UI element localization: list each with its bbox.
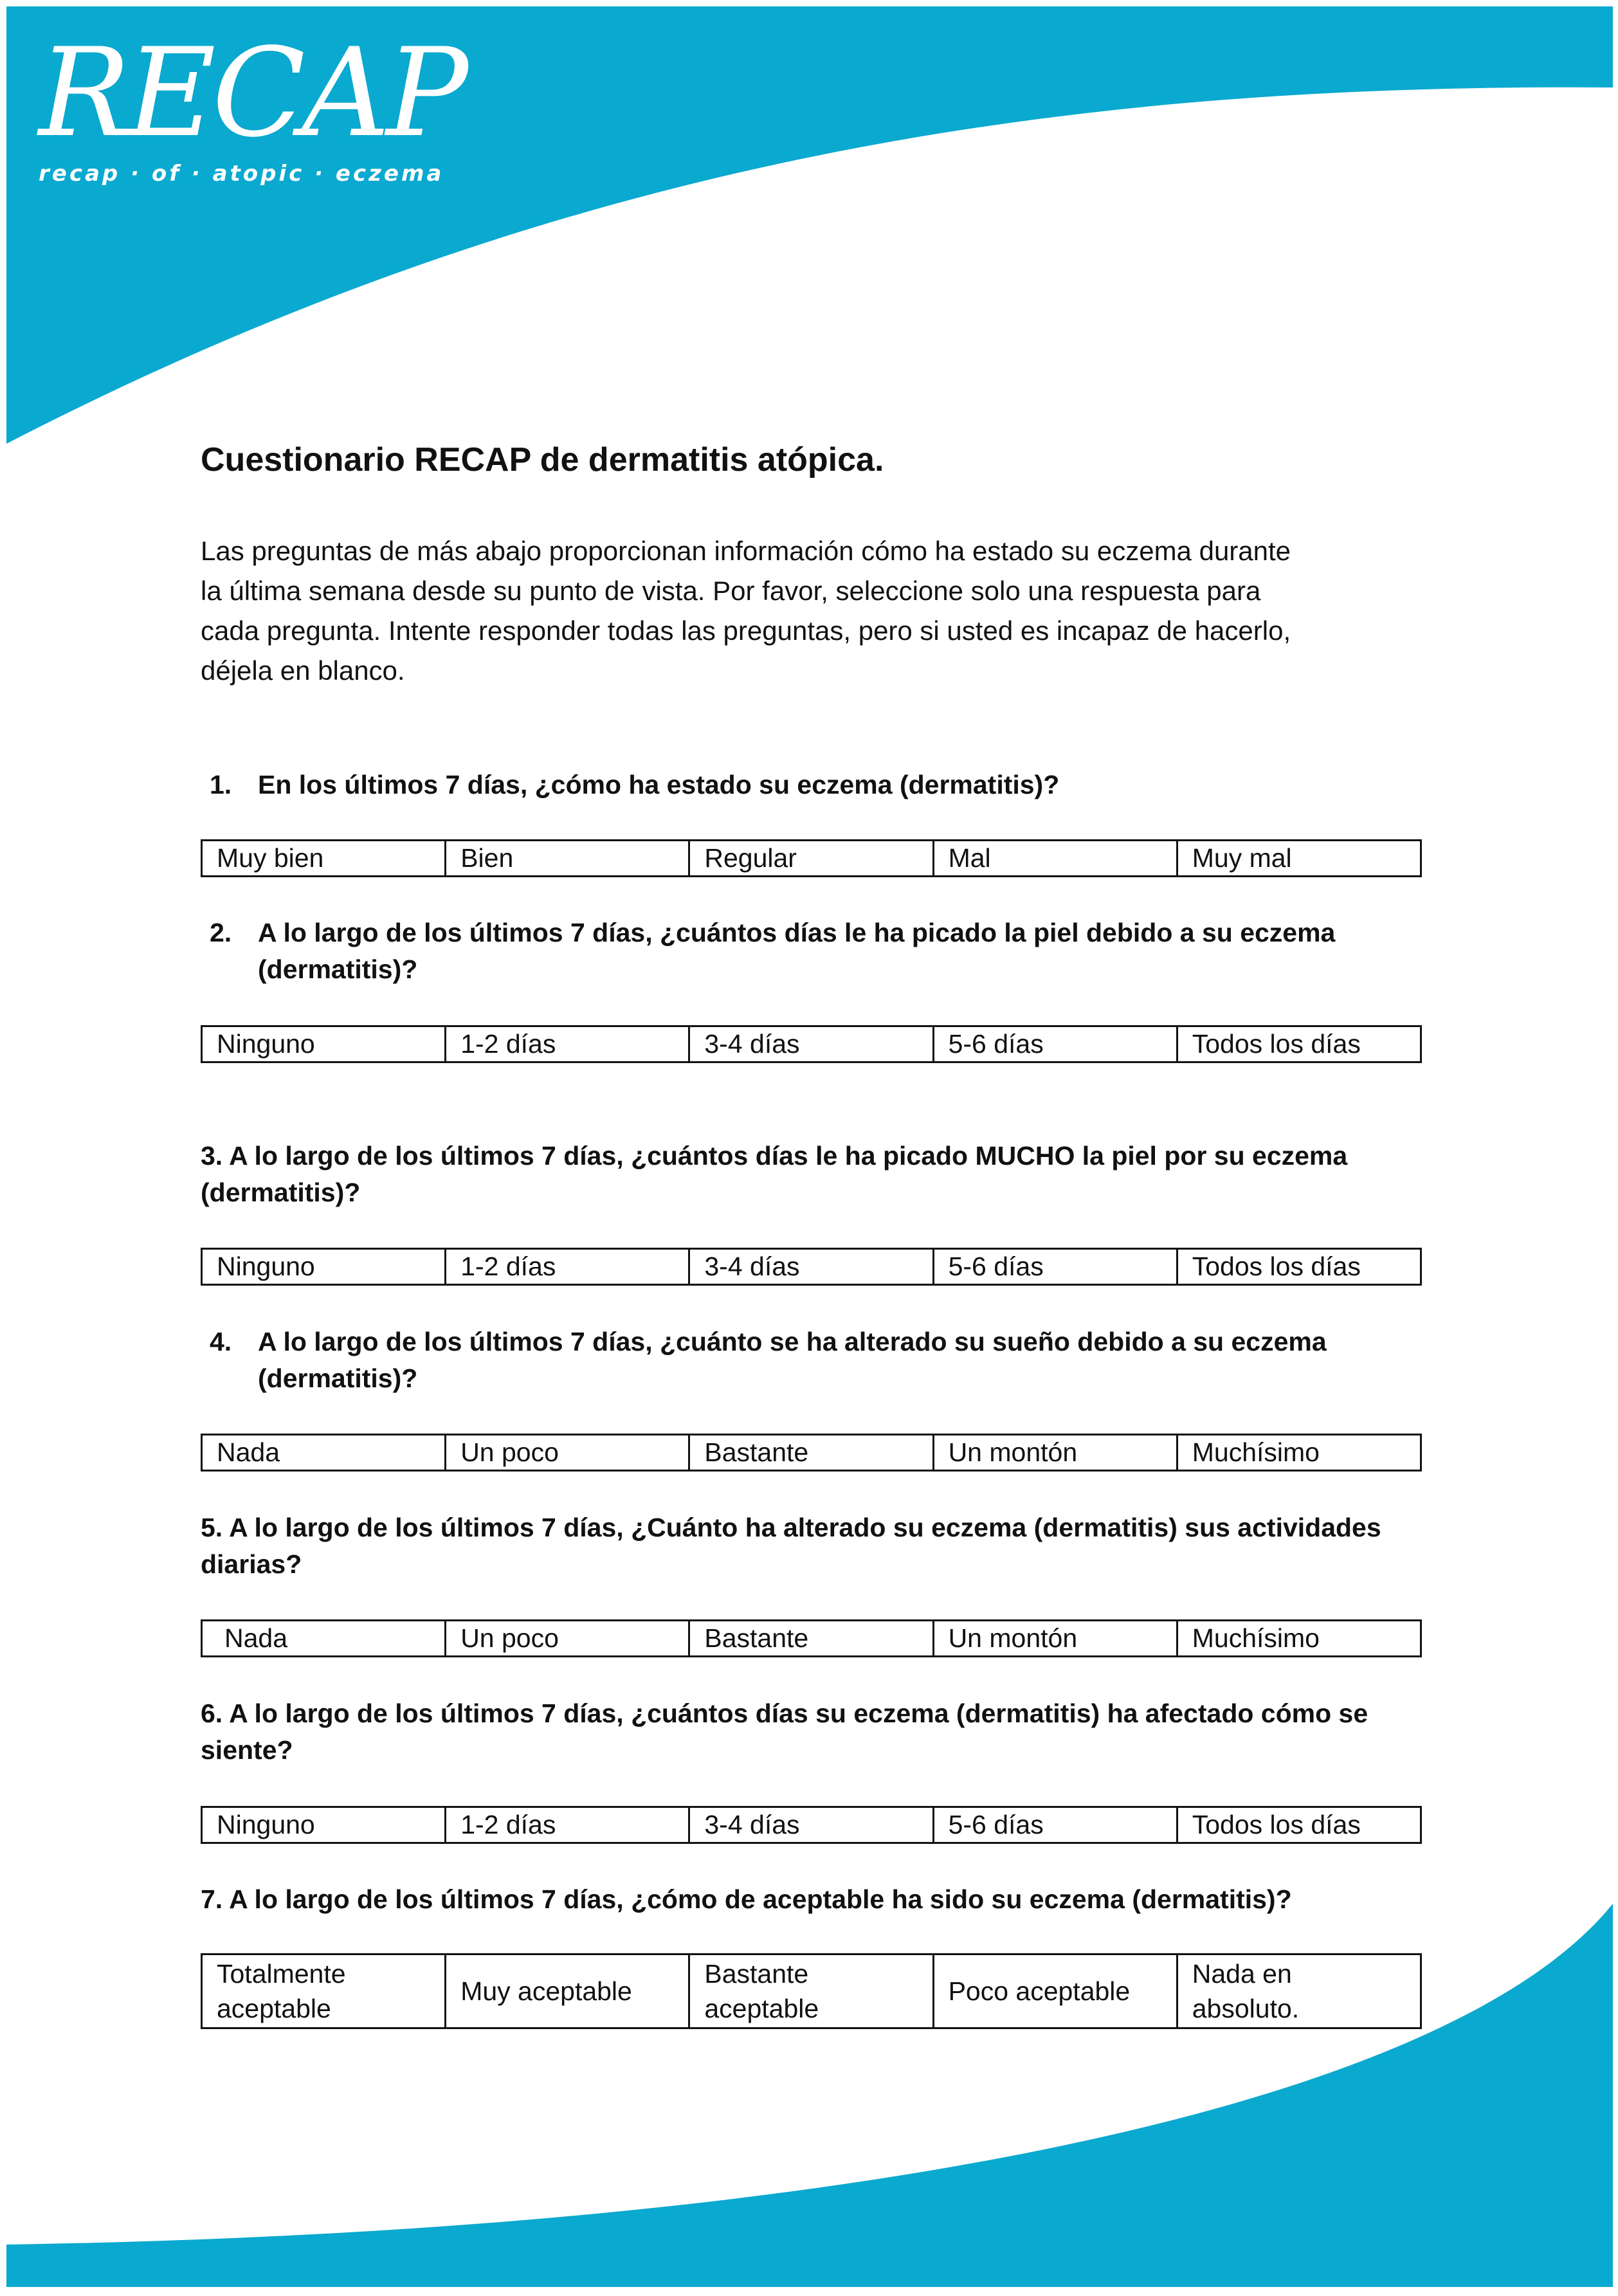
question-text: A lo largo de los últimos 7 días, ¿cuántos días le ha picado la piel debido a su eczema bbox=[258, 918, 1336, 947]
intro-line: déjela en blanco. bbox=[201, 655, 405, 686]
intro-line: cada pregunta. Intente responder todas las preguntas, pero si usted es incapaz de hacerlo, bbox=[201, 615, 1291, 646]
answer-options-3 bbox=[201, 1248, 1422, 1286]
answer-options-1 bbox=[201, 839, 1422, 877]
answer-options-5 bbox=[201, 1619, 1422, 1657]
option-cell[interactable]: Nada en absoluto. bbox=[1177, 1954, 1421, 2028]
question-text: A lo largo de los últimos 7 días, ¿cómo de aceptable ha sido su eczema (dermatitis)? bbox=[229, 1884, 1292, 1914]
page-title: Cuestionario RECAP de dermatitis atópica. bbox=[201, 441, 884, 478]
question-text: diarias? bbox=[201, 1549, 302, 1579]
option-cell[interactable]: Muy bien bbox=[202, 841, 446, 877]
option-cell[interactable]: Nada bbox=[202, 1621, 446, 1657]
option-cell[interactable]: 5-6 días bbox=[933, 1249, 1177, 1285]
option-cell[interactable]: 5-6 días bbox=[933, 1807, 1177, 1843]
option-cell[interactable]: Regular bbox=[689, 841, 933, 877]
question-number: 5. bbox=[201, 1513, 223, 1542]
question-text: (dermatitis)? bbox=[201, 1178, 361, 1207]
question-number: 1. bbox=[210, 770, 232, 799]
question-number: 6. bbox=[201, 1699, 223, 1728]
option-cell[interactable]: Muchísimo bbox=[1177, 1435, 1421, 1471]
option-cell[interactable]: Bien bbox=[446, 841, 689, 877]
question-text: siente? bbox=[201, 1735, 293, 1765]
option-cell[interactable]: Bastante bbox=[689, 1435, 933, 1471]
option-cell[interactable]: Un poco bbox=[446, 1435, 689, 1471]
answer-options-4 bbox=[201, 1434, 1422, 1471]
question-text: En los últimos 7 días, ¿cómo ha estado su eczema (dermatitis)? bbox=[258, 770, 1060, 799]
recap-logo bbox=[39, 22, 465, 187]
option-cell[interactable]: Poco aceptable bbox=[933, 1954, 1177, 2028]
option-cell[interactable]: 1-2 días bbox=[446, 1807, 689, 1843]
option-cell[interactable]: Un montón bbox=[933, 1435, 1177, 1471]
option-cell[interactable]: Muy aceptable bbox=[446, 1954, 689, 2028]
option-cell[interactable]: Ninguno bbox=[202, 1026, 446, 1062]
question-number: 7. bbox=[201, 1884, 223, 1914]
question-5 bbox=[201, 1509, 1381, 1583]
option-cell[interactable]: Mal bbox=[933, 841, 1177, 877]
question-3 bbox=[201, 1138, 1347, 1211]
answer-options-2 bbox=[201, 1025, 1422, 1063]
question-6 bbox=[201, 1695, 1368, 1769]
question-1 bbox=[210, 767, 1059, 803]
option-cell[interactable]: Todos los días bbox=[1177, 1026, 1421, 1062]
question-text: A lo largo de los últimos 7 días, ¿cuántos días le ha picado MUCHO la piel por su eczema bbox=[229, 1141, 1348, 1171]
question-number: 4. bbox=[210, 1327, 232, 1356]
question-text: (dermatitis)? bbox=[258, 1363, 418, 1393]
option-cell[interactable]: 1-2 días bbox=[446, 1249, 689, 1285]
option-cell[interactable]: Muy mal bbox=[1177, 841, 1421, 877]
question-text: (dermatitis)? bbox=[258, 954, 418, 984]
logo-wordmark: RECAP bbox=[39, 22, 465, 164]
option-cell[interactable]: Un montón bbox=[933, 1621, 1177, 1657]
option-cell[interactable]: 5-6 días bbox=[933, 1026, 1177, 1062]
question-text: A lo largo de los últimos 7 días, ¿cuánto se ha alterado su sueño debido a su eczema bbox=[258, 1327, 1327, 1356]
intro-line: la última semana desde su punto de vista. Por favor, seleccione solo una respuesta para bbox=[201, 576, 1261, 606]
question-number: 3. bbox=[201, 1141, 223, 1171]
option-cell[interactable]: 1-2 días bbox=[446, 1026, 689, 1062]
question-text: A lo largo de los últimos 7 días, ¿cuántos días su eczema (dermatitis) ha afectado cómo se bbox=[229, 1699, 1368, 1728]
option-cell[interactable]: Muchísimo bbox=[1177, 1621, 1421, 1657]
option-cell[interactable]: Ninguno bbox=[202, 1807, 446, 1843]
option-cell[interactable]: 3-4 días bbox=[689, 1807, 933, 1843]
question-4 bbox=[210, 1324, 1327, 1397]
answer-options-7 bbox=[201, 1953, 1422, 2029]
option-cell[interactable]: 3-4 días bbox=[689, 1026, 933, 1062]
option-cell[interactable]: Nada bbox=[202, 1435, 446, 1471]
logo-tagline: recap · of · atopic · eczema bbox=[39, 161, 444, 187]
option-cell[interactable]: Totalmente aceptable bbox=[202, 1954, 446, 2028]
option-cell[interactable]: Bastante bbox=[689, 1621, 933, 1657]
intro-paragraph bbox=[201, 531, 1423, 691]
question-number: 2. bbox=[210, 918, 232, 947]
option-cell[interactable]: Todos los días bbox=[1177, 1807, 1421, 1843]
option-cell[interactable]: Todos los días bbox=[1177, 1249, 1421, 1285]
question-7 bbox=[201, 1881, 1292, 1918]
intro-line: Las preguntas de más abajo proporcionan información cómo ha estado su eczema durante bbox=[201, 536, 1291, 566]
question-text: A lo largo de los últimos 7 días, ¿Cuánto ha alterado su eczema (dermatitis) sus actividades bbox=[229, 1513, 1381, 1542]
question-2 bbox=[210, 915, 1335, 988]
answer-options-6 bbox=[201, 1806, 1422, 1844]
option-cell[interactable]: Ninguno bbox=[202, 1249, 446, 1285]
option-cell[interactable]: 3-4 días bbox=[689, 1249, 933, 1285]
option-cell[interactable]: Un poco bbox=[446, 1621, 689, 1657]
option-cell[interactable]: Bastante aceptable bbox=[689, 1954, 933, 2028]
